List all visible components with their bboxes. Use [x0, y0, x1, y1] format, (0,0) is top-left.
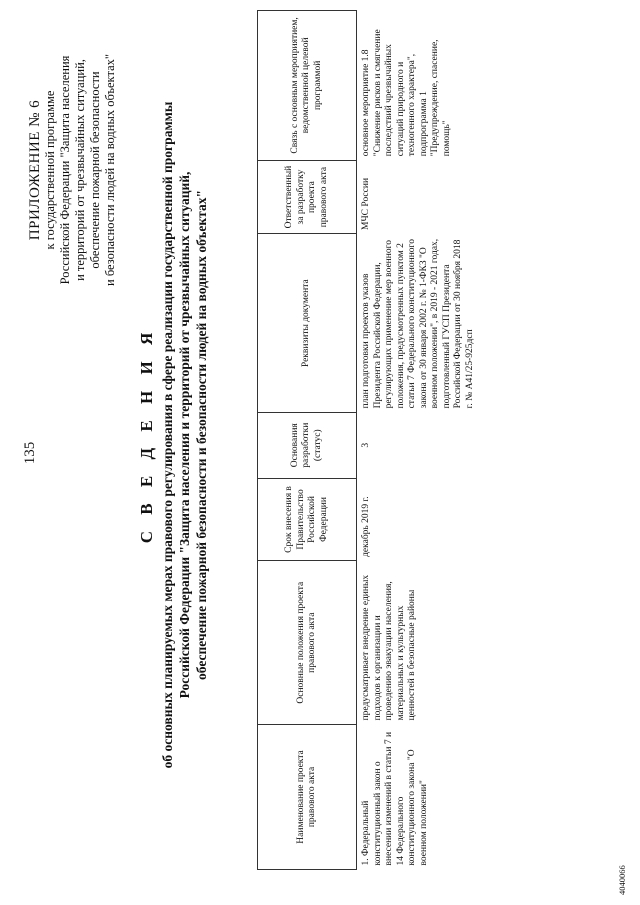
appendix-line: и безопасности людей на водных объектах": [103, 54, 117, 286]
cell-project-name: [357, 724, 626, 869]
appendix-line: к государственной программе: [43, 90, 57, 250]
row-name-text: Федеральный конституционный закон о внесении изменений в статьи 7 и 14 Федерального конституционного закона "О военном положении": [361, 731, 429, 866]
header-requisites: Реквизиты документа: [258, 234, 357, 412]
appendix-block: [28, 10, 118, 330]
row-number: 1.: [361, 858, 371, 866]
table-row: [357, 11, 626, 870]
heading-subtitle-line: Российской Федерации "Защита населения и территорий от чрезвычайных ситуаций,: [177, 171, 192, 699]
header-responsible: Ответственный за разработку проекта правового акта: [258, 160, 357, 234]
cell-link: основное мероприятие 1.8 "Снижение рисков и смягчение последствий чрезвычайных ситуаций природного и техногенного характера", подпрограмма 1 "Предупреждение, спасение, помощь": [361, 29, 452, 157]
header-deadline: Срок внесения в Правительство Российской Федерации: [258, 478, 357, 561]
cell-responsible: МЧС России: [361, 177, 371, 230]
measures-table: [257, 10, 625, 870]
appendix-line: обеспечение пожарной безопасности: [88, 71, 102, 269]
document-heading: [135, 5, 210, 865]
header-basis: Основания разработки (статус): [258, 412, 357, 478]
header-provisions: Основные положения проекта правового акта: [258, 561, 357, 725]
table-header-row: [258, 11, 357, 870]
appendix-line: Российской Федерации "Защита населения: [58, 55, 72, 285]
appendix-title: ПРИЛОЖЕНИЕ № 6: [27, 99, 43, 241]
cell-basis: 3: [361, 442, 371, 448]
appendix-line: и территорий от чрезвычайных ситуаций,: [73, 59, 87, 281]
cell-provisions: предусматривает внедрение единых подходов к организации и проведению эвакуации населения, материальных и культурных ценностей в безопасные районы: [361, 574, 417, 721]
cell-requisites: план подготовки проектов указов Президента Российской Федерации, регулирующих применение мер военного положения, предусмотренных пунктом 2 статьи 7 Федерального конституционного закона от 30 января 2002 г. № 1-ФКЗ "О военном положении", в 2019 - 2021 годах, подготовленный ГУСП Президента Российской Федерации от 30 ноября 2018 г. № А41/25-925дсп: [361, 238, 475, 409]
page-number: 135: [22, 441, 38, 465]
cell-deadline: декабрь 2019 г.: [361, 496, 371, 557]
header-link: Связь с основным мероприятием, ведомственной целевой программой: [258, 11, 357, 161]
heading-subtitle-line: об основных планируемых мерах правового регулирования в сфере реализации государственной программы: [160, 101, 175, 769]
heading-title: С В Е Д Е Н И Я: [137, 326, 156, 544]
header-project-name: Наименование проекта правового акта: [258, 724, 357, 869]
heading-subtitle-line: обеспечение пожарной безопасности и безопасности людей на водных объектах": [194, 190, 209, 680]
document-code: 4040066: [617, 865, 627, 895]
